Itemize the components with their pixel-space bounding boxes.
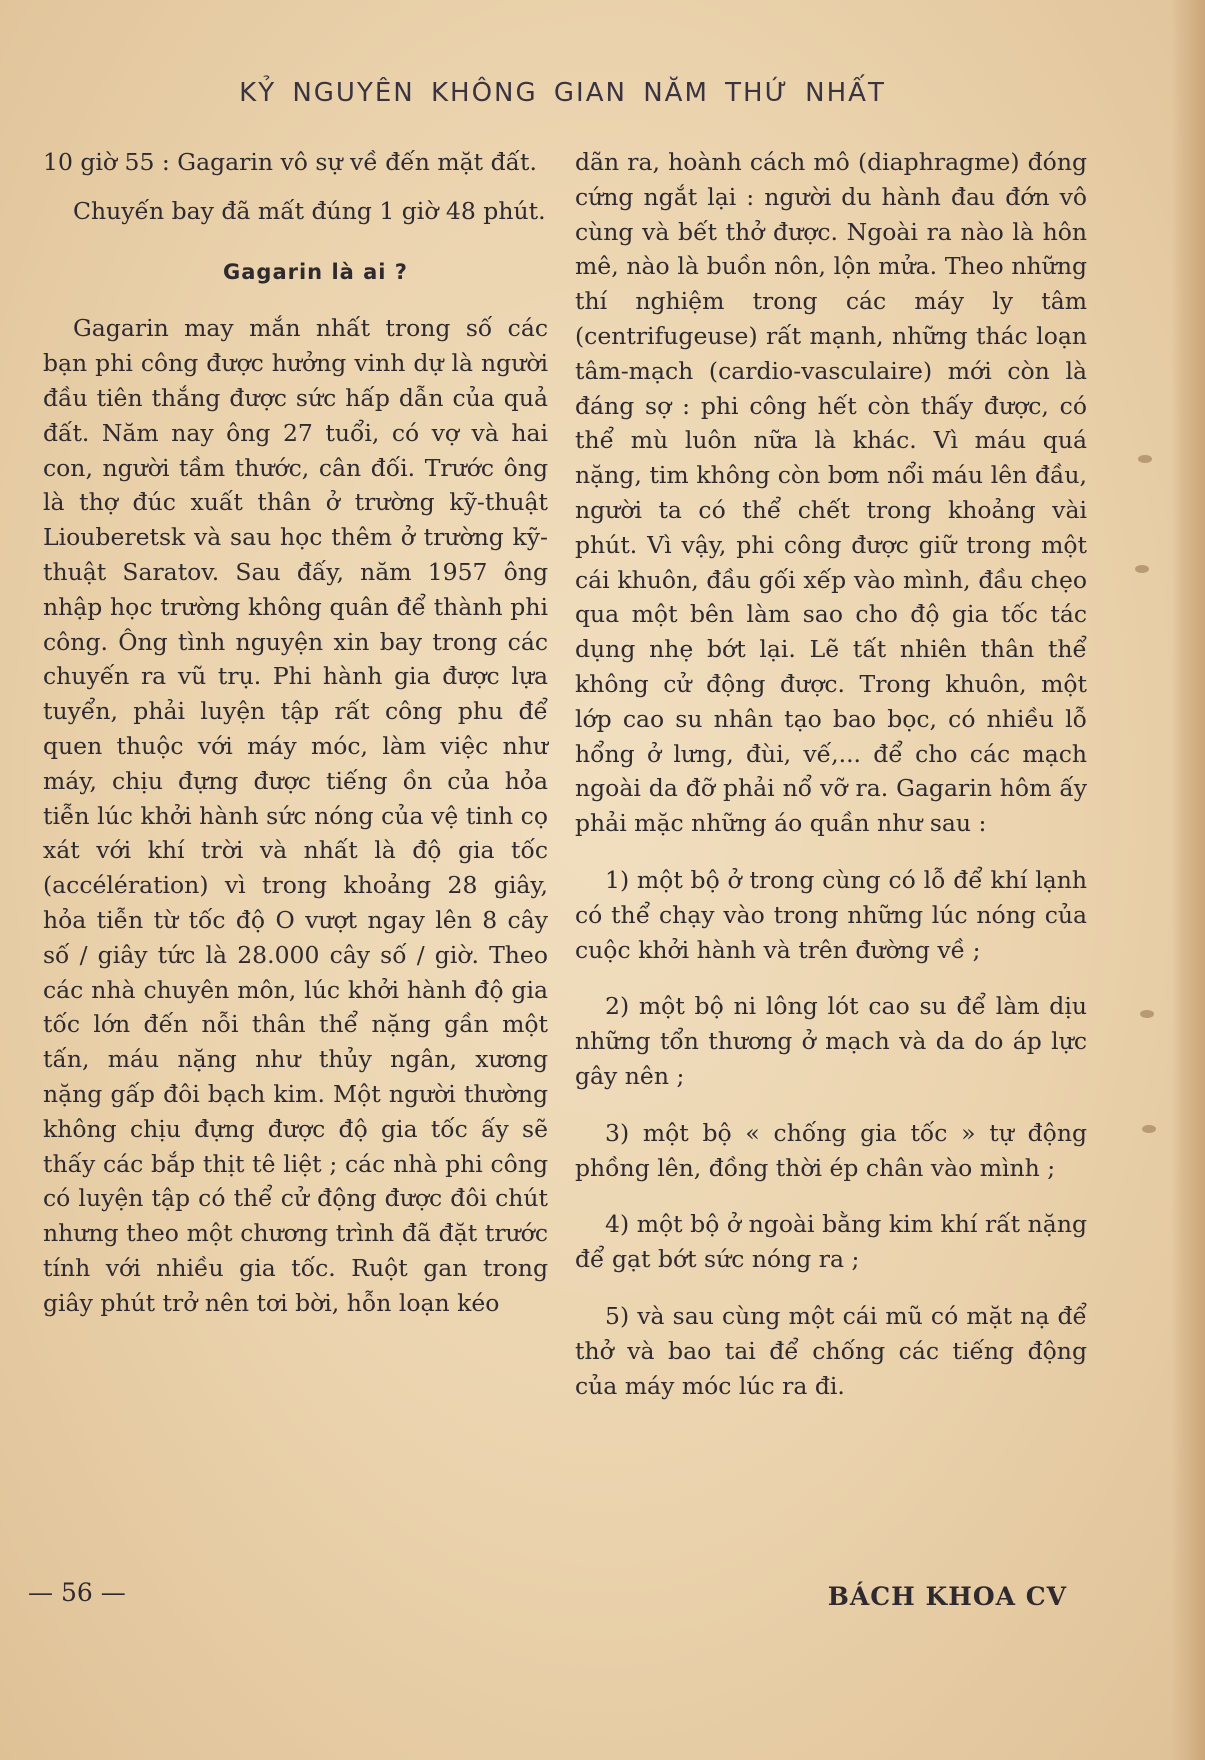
paper-stain [1140, 1010, 1154, 1018]
list-item: 5) và sau cùng một cái mũ có mặt nạ để thở và bao tai để chống các tiếng động của máy móc lúc ra đi. [575, 1301, 1087, 1400]
section-subheading: Gagarin là ai ? [223, 259, 408, 284]
page-edge-shadow [1171, 0, 1205, 1760]
list-item: 2) một bộ ni lông lót cao su để làm dịu những tổn thương ở mạch và da do áp lực gây nên ; [575, 992, 1087, 1090]
paragraph: 10 giờ 55 : Gagarin vô sự về đến mặt đất. [43, 148, 537, 176]
page-number: — 56 — [28, 1578, 126, 1607]
list-item: 1) một bộ ở trong cùng có lỗ để khí lạnh có thể chạy vào trong những lúc nóng của cuộc khởi hành và trên đường về ; [575, 865, 1087, 964]
paragraph: Gagarin may mắn nhất trong số các bạn phi công được hưởng vinh dự là người đầu tiên thắng được sức hấp dẫn của quả đất. Năm nay ông 27 tuổi, có vợ và hai con, người tầm thước, cân đối. Trước ông là thợ đúc xuất thân ở trường kỹ-thuật Liouberetsk và sau học thêm ở trường kỹ-thuật Saratov. Sau đấy, năm 1957 ông nhập học trường không quân để thành phi công. Ông tình nguyện xin bay trong các chuyến ra vũ trụ. Phi hành gia được lựa tuyển, phải luyện tập rất công phu để quen thuộc với máy móc, làm việc như máy, chịu đựng được tiếng ồn của hỏa tiễn lúc khởi hành sức nóng của vệ tinh cọ xát với khí trời và nhất là độ gia tốc (accélération) vì trong khoảng 28 giây, hỏa tiễn từ tốc độ O vượt ngay lên 8 cây số / giây tức là 28.000 cây số / giờ. Theo các nhà chuyên môn, lúc khởi hành độ gia tốc lớn đến nỗi thân thể nặng gần một tấn, máu nặng như thủy ngân, xương nặng gấp đôi bạch kim. Một người thường không chịu đựng được độ gia tốc ấy sẽ thấy các bắp thịt tê liệt ; các nhà phi công có luyện tập có thể cử động được đôi chút nhưng theo một chương trình đã đặt trước tính với nhiều gia tốc. Ruột gan trong giây phút trở nên tơi bời, hỗn loạn kéo [43, 314, 548, 1317]
left-column [43, 145, 548, 1321]
publication-name: BÁCH KHOA CV [827, 1582, 1067, 1611]
paper-stain [1135, 565, 1149, 573]
running-title: KỶ NGUYÊN KHÔNG GIAN NĂM THỨ NHẤT [239, 78, 886, 108]
paper-stain [1142, 1125, 1156, 1133]
list-item: 3) một bộ « chống gia tốc » tự động phồng lên, đồng thời ép chân vào mình ; [575, 1118, 1087, 1182]
paper-stain [1138, 455, 1152, 463]
list-item: 4) một bộ ở ngoài bằng kim khí rất nặng để gạt bớt sức nóng ra ; [575, 1210, 1087, 1274]
right-column [575, 145, 1087, 1403]
paragraph: dãn ra, hoành cách mô (diaphragme) đóng cứng ngắt lại : người du hành đau đớn vô cùng và bết thở được. Ngoài ra nào là hôn mê, nào là buồn nôn, lộn mửa. Theo những thí nghiệm trong các máy ly tâm (centrifugeuse) rất mạnh, những thác loạn tâm-mạch (cardio-vasculaire) mới còn là đáng sợ : phi công hết còn thấy được, có thể mù luôn nữa là khác. Vì máu quá nặng, tim không còn bơm nổi máu lên đầu, người ta có thể chết trong khoảng vài phút. Vì vậy, phi công được giữ trong một cái khuôn, đầu gối xếp vào mình, đầu chẹo qua một bên làm sao cho độ gia tốc tác dụng nhẹ bớt lại. Lẽ tất nhiên thân thể không cử động được. Trong khuôn, một lớp cao su nhân tạo bao bọc, có nhiều lỗ hổng ở lưng, đùi, vế,... để cho các mạch ngoài da đỡ phải nổ vỡ ra. Gagarin hôm ấy phải mặc những áo quần như sau : [575, 148, 1087, 838]
paragraph: Chuyến bay đã mất đúng 1 giờ 48 phút. [73, 196, 546, 225]
